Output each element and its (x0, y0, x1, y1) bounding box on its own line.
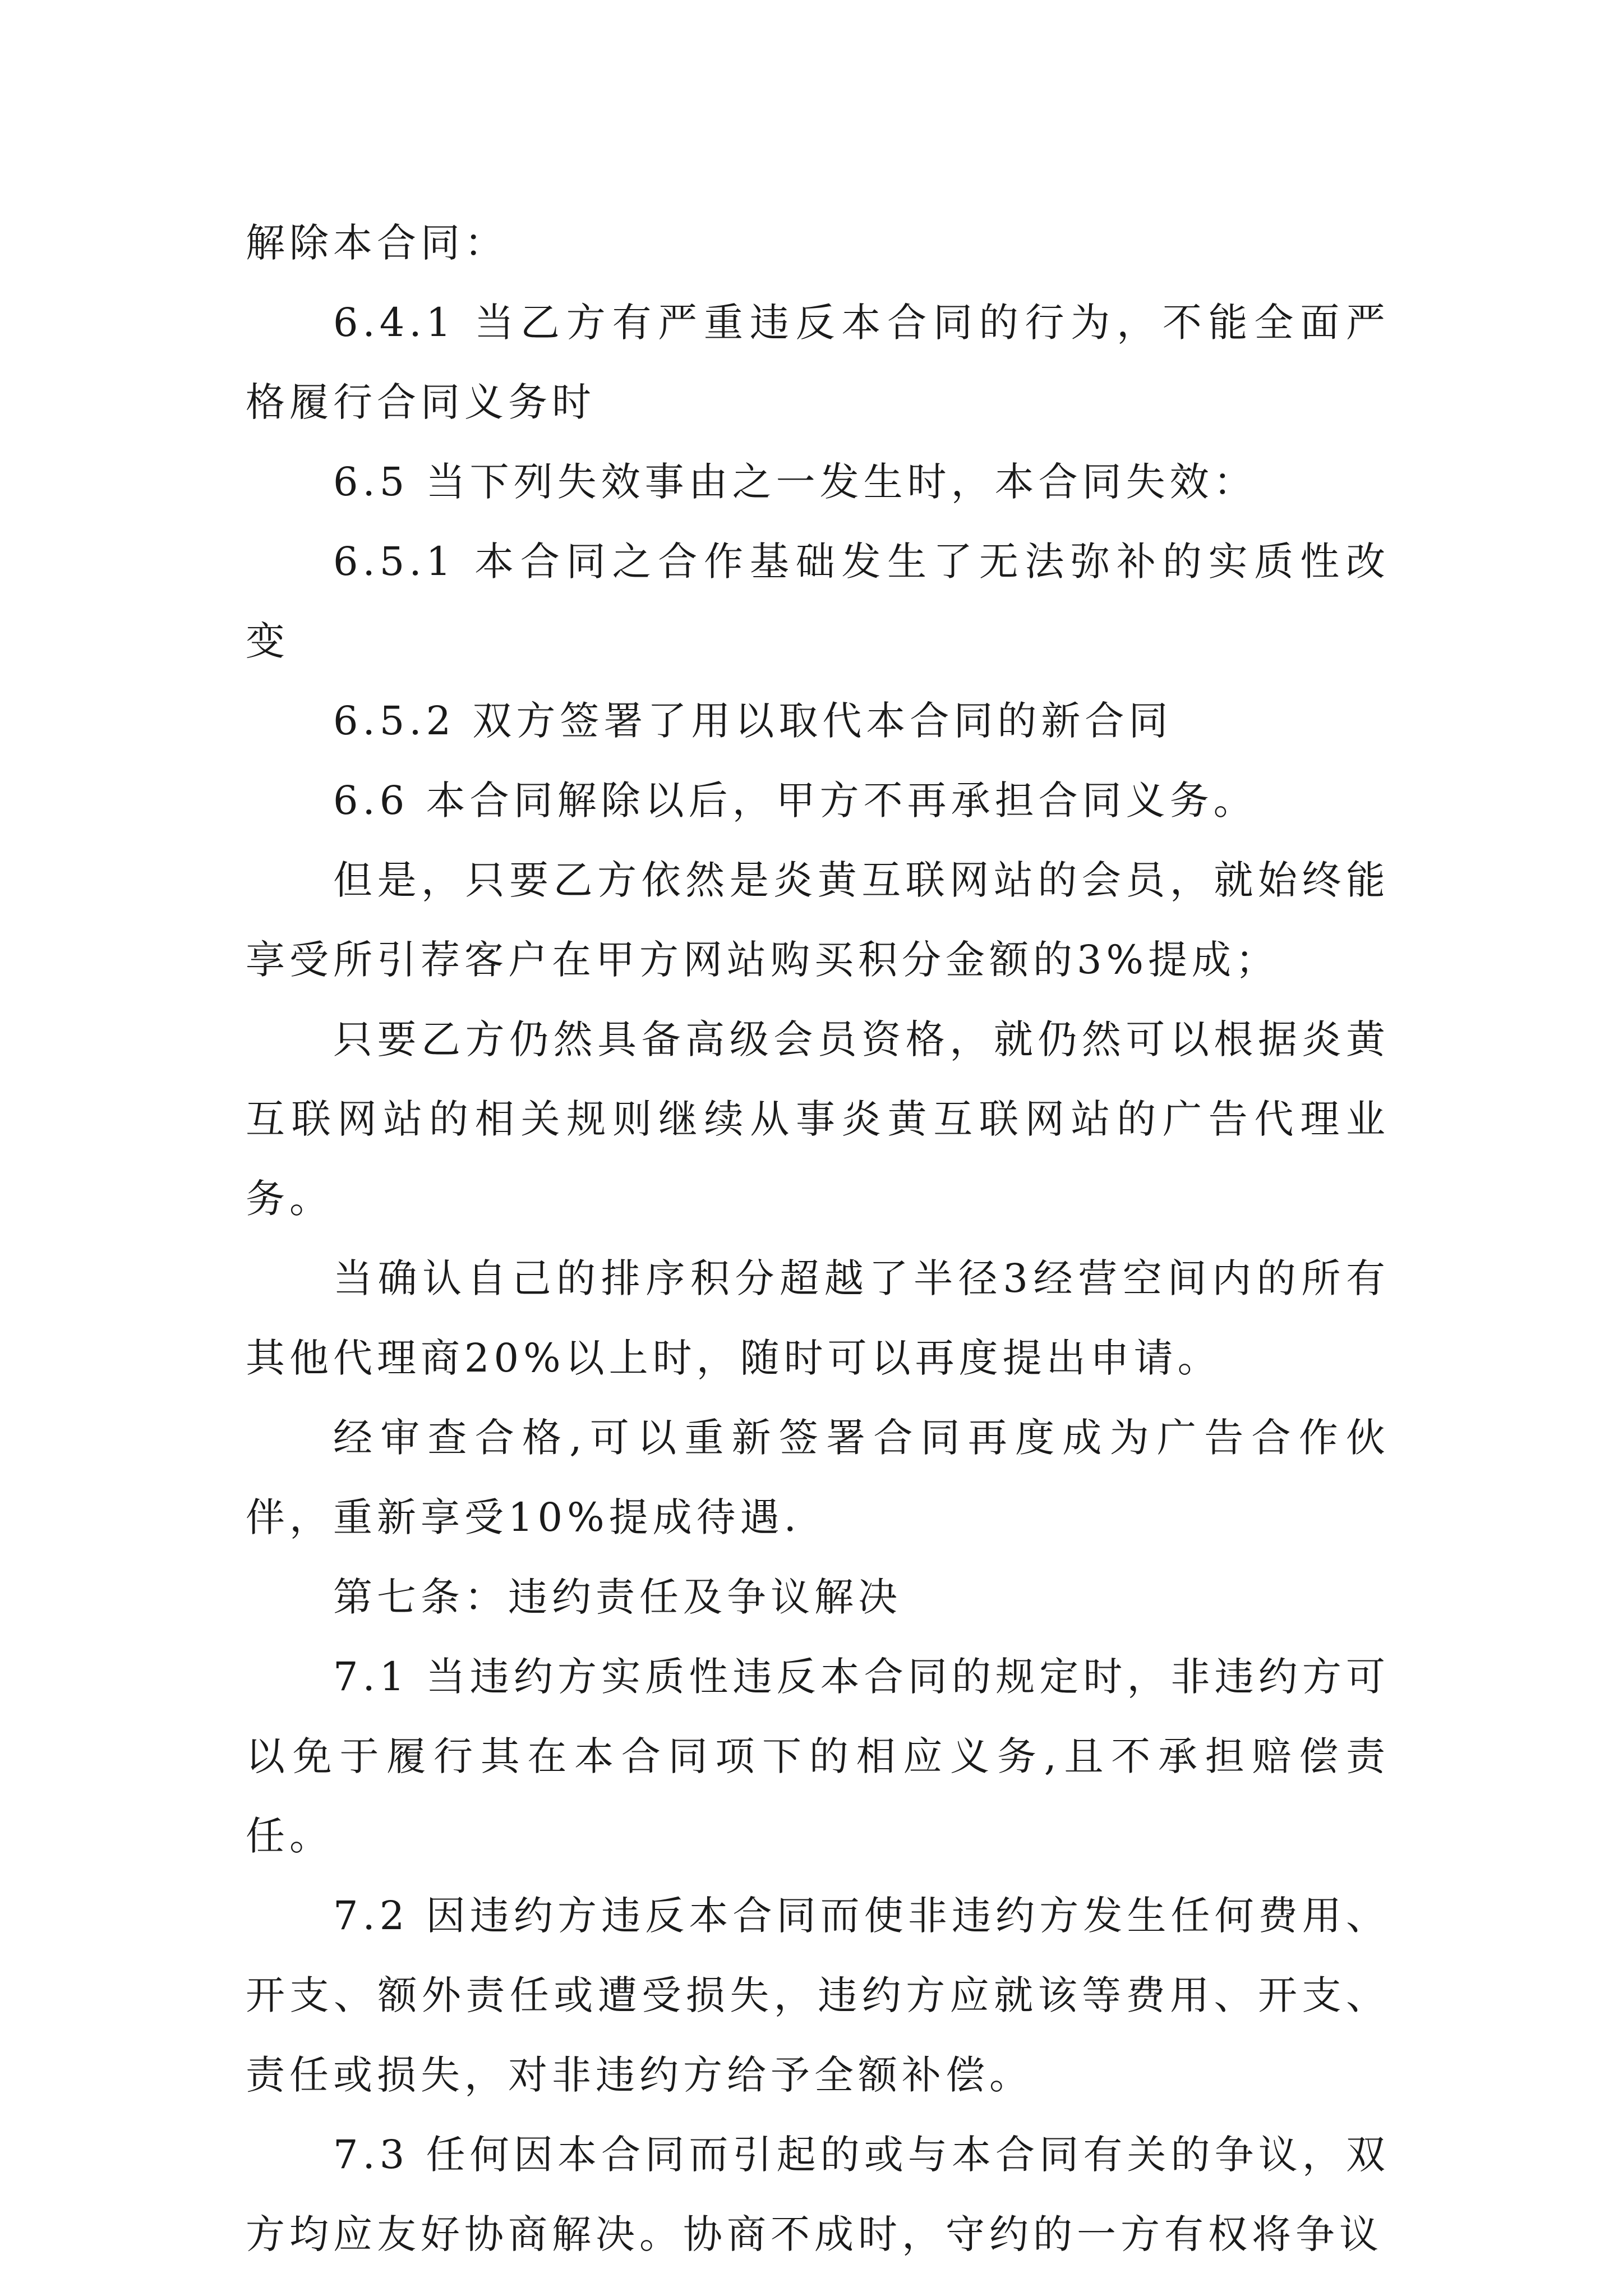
document-body (246, 203, 1390, 2274)
paragraph: 只要乙方仍然具备高级会员资格，就仍然可以根据炎黄互联网站的相关规则继续从事炎黄互联网站的广告代理业务。 (246, 1016, 1390, 1222)
paragraph: 当确认自己的排序积分超越了半径3经营空间内的所有其他代理商20%以上时，随时可以再度提出申请。 (246, 1255, 1390, 1381)
paragraph: 解除本合同： (246, 220, 508, 266)
paragraph: 7.1 当违约方实质性违反本合同的规定时，非违约方可以免于履行其在本合同项下的相应义务,且不承担赔偿责任。 (246, 1654, 1390, 1859)
paragraph: 6.6 本合同解除以后，甲方不再承担合同义务。 (333, 777, 1257, 823)
paragraph: 6.5.1 本合同之合作基础发生了无法弥补的实质性改变 (246, 539, 1390, 664)
paragraph: 但是，只要乙方依然是炎黄互联网站的会员，就始终能享受所引荐客户在甲方网站购买积分金额的3%提成； (246, 857, 1390, 983)
paragraph: 7.2 因违约方违反本合同而使非违约方发生任何费用、开支、额外责任或遭受损失，违约方应就该等费用、开支、责任或损失，对非违约方给予全额补偿。 (246, 1893, 1390, 2098)
paragraph: 6.5 当下列失效事由之一发生时，本合同失效： (333, 459, 1257, 505)
section-heading: 第七条：违约责任及争议解决 (333, 1574, 902, 1620)
paragraph: 6.4.1 当乙方有严重违反本合同的行为，不能全面严格履行合同义务时 (246, 300, 1390, 425)
paragraph: 6.5.2 双方签署了用以取代本合同的新合同 (333, 698, 1173, 744)
paragraph: 7.3 任何因本合同而引起的或与本合同有关的争议，双方均应友好协商解决。协商不成时，守约的一方有权将争议 (246, 2132, 1390, 2257)
paragraph: 经审查合格,可以重新签署合同再度成为广告合作伙伴，重新享受10%提成待遇. (246, 1415, 1390, 1540)
